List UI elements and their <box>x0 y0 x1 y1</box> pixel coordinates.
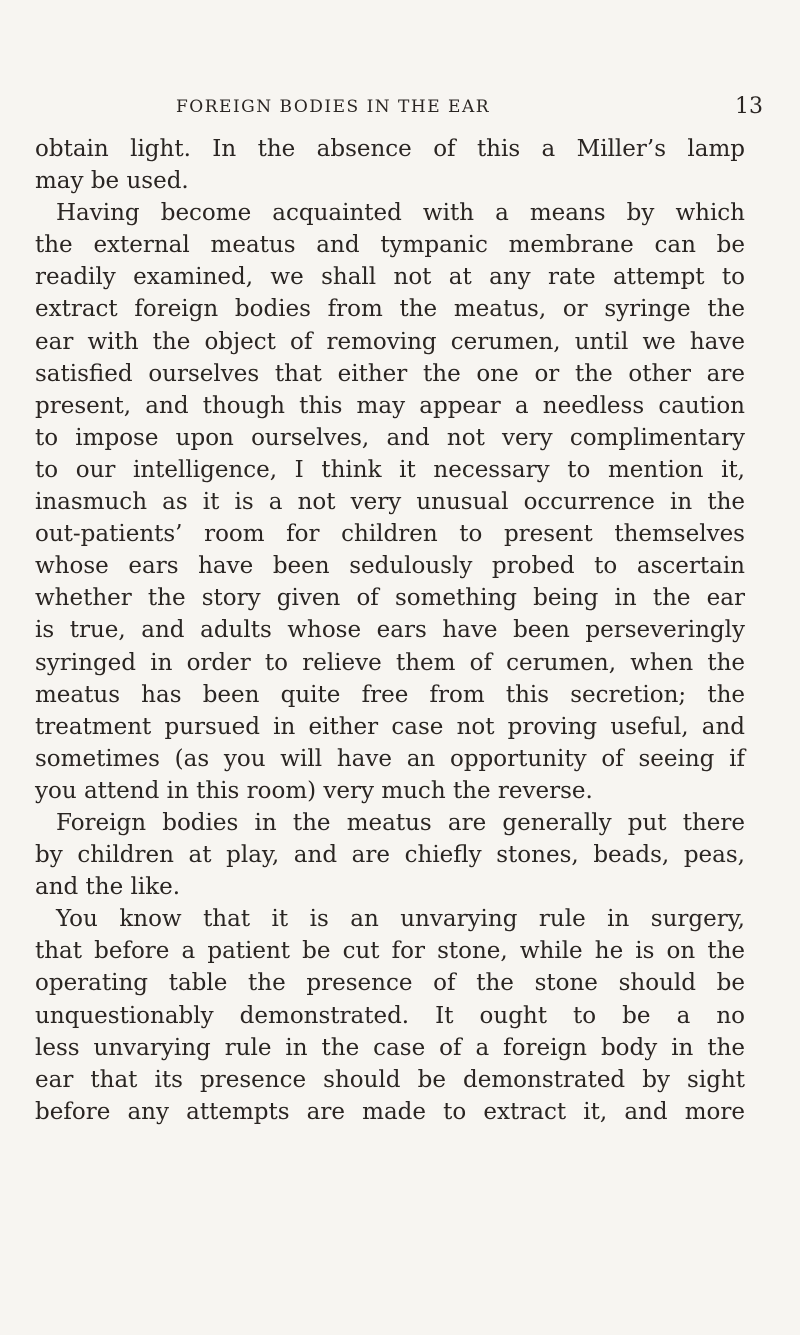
text-line: Foreign bodies in the meatus are generally put there <box>56 809 745 836</box>
text-line: and the like. <box>35 874 181 901</box>
text-line: out-patients’ room for children to present themselves <box>35 521 745 548</box>
text-line: obtain light. In the absence of this a Miller’s lamp <box>35 136 745 162</box>
text-line: extract foreign bodies from the meatus, or syringe the <box>35 296 745 323</box>
text-line: to our intelligence, I think it necessary to mention it, <box>35 456 745 483</box>
text-line: Having become acquainted with a means by which <box>56 200 745 227</box>
text-line: the external meatus and tympanic membrane can be <box>35 232 745 259</box>
text-line: by children at play, and are chiefly stones, beads, peas, <box>35 842 745 869</box>
text-line: satisfied ourselves that either the one or the other are <box>35 360 745 387</box>
text-line: less unvarying rule in the case of a foreign body in the <box>35 1034 745 1061</box>
running-header <box>0 92 800 122</box>
page-number: 13 <box>735 94 763 119</box>
body-text <box>35 133 745 1128</box>
text-line: whose ears have been sedulously probed to ascertain <box>35 553 745 580</box>
text-line: syringed in order to relieve them of cerumen, when the <box>35 649 745 676</box>
text-line: readily examined, we shall not at any rate attempt to <box>35 264 745 291</box>
text-line: that before a patient be cut for stone, while he is on the <box>35 938 745 965</box>
text-line: inasmuch as it is a not very unusual occurrence in the <box>35 489 745 516</box>
text-line: you attend in this room) very much the reverse. <box>35 777 593 804</box>
text-line: You know that it is an unvarying rule in surgery, <box>56 906 745 933</box>
text-line: treatment pursued in either case not proving useful, and <box>35 713 745 740</box>
running-title: FOREIGN BODIES IN THE EAR <box>176 97 491 117</box>
text-line: operating table the presence of the stone should be <box>35 970 745 997</box>
text-line: may be used. <box>35 168 189 195</box>
text-line: before any attempts are made to extract it, and more <box>35 1098 745 1125</box>
text-line: is true, and adults whose ears have been perseveringly <box>35 617 745 644</box>
text-line: to impose upon ourselves, and not very complimentary <box>35 424 745 451</box>
text-line: present, and though this may appear a needless caution <box>35 392 745 419</box>
text-line: unquestionably demonstrated. It ought to be a no <box>35 1002 745 1029</box>
text-line: sometimes (as you will have an opportunity of seeing if <box>35 745 745 772</box>
text-line: meatus has been quite free from this secretion; the <box>35 681 745 708</box>
text-line: whether the story given of something being in the ear <box>35 585 745 612</box>
text-line: ear with the object of removing cerumen, until we have <box>35 328 745 355</box>
text-line: ear that its presence should be demonstrated by sight <box>35 1066 745 1093</box>
